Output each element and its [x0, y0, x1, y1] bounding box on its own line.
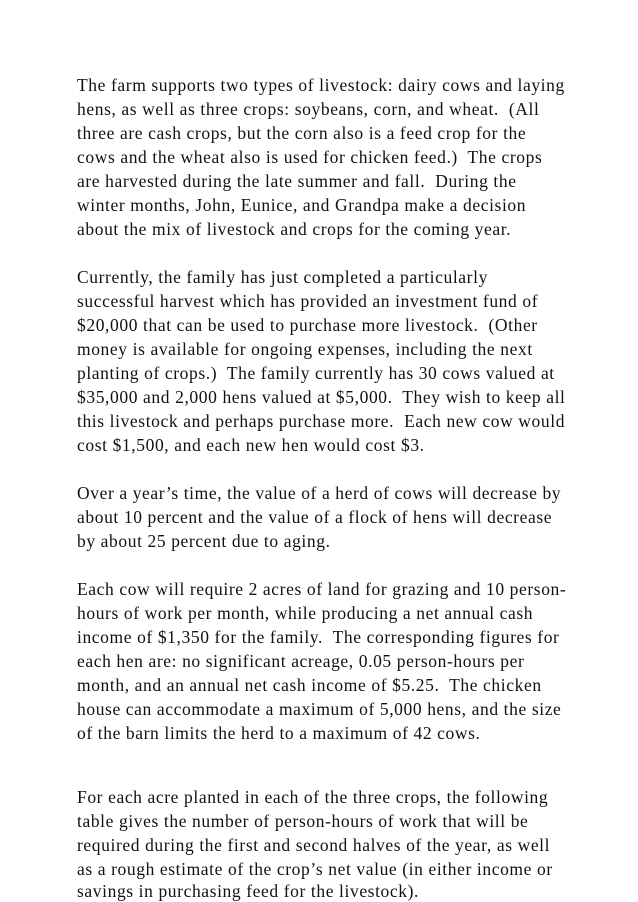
text-line: The farm supports two types of livestock: dairy cows and laying	[77, 75, 565, 95]
text-line: about the mix of livestock and crops for the coming year.	[77, 219, 512, 239]
text-line: cost $1,500, and each new hen would cost $3.	[77, 435, 425, 455]
text-line: hens, as well as three crops: soybeans, corn, and wheat. (All	[77, 99, 540, 119]
text-line: Currently, the family has just completed a particularly	[77, 267, 488, 287]
text-line: this livestock and perhaps purchase more. Each new cow would	[77, 411, 566, 431]
text-line: three are cash crops, but the corn also is a feed crop for the	[77, 123, 527, 143]
text-line: cows and the wheat also is used for chicken feed.) The crops	[77, 147, 543, 167]
text-line: winter months, John, Eunice, and Grandpa make a decision	[77, 195, 527, 215]
text-line: are harvested during the late summer and fall. During the	[77, 171, 517, 191]
text-line: money is available for ongoing expenses, including the next	[77, 339, 533, 359]
text-line: hours of work per month, while producing a net annual cash	[77, 603, 534, 623]
text-line: Over a year’s time, the value of a herd of cows will decrease by	[77, 483, 562, 503]
text-line: by about 25 percent due to aging.	[77, 531, 331, 551]
text-line: each hen are: no significant acreage, 0.05 person-hours per	[77, 651, 525, 671]
text-line: successful harvest which has provided an investment fund of	[77, 291, 539, 311]
text-line: house can accommodate a maximum of 5,000 hens, and the size	[77, 699, 562, 719]
text-line: income of $1,350 for the family. The corresponding figures for	[77, 627, 560, 647]
text-line: table gives the number of person-hours of work that will be	[77, 811, 529, 831]
text-line: $35,000 and 2,000 hens valued at $5,000. They wish to keep all	[77, 387, 566, 407]
text-line: month, and an annual net cash income of $5.25. The chicken	[77, 675, 542, 695]
text-line: required during the first and second halves of the year, as well	[77, 835, 551, 855]
text-line: of the barn limits the herd to a maximum of 42 cows.	[77, 723, 481, 743]
text-line: Each cow will require 2 acres of land for grazing and 10 person-	[77, 579, 567, 599]
text-line: planting of crops.) The family currently has 30 cows valued at	[77, 363, 555, 383]
text-line: about 10 percent and the value of a flock of hens will decrease	[77, 507, 553, 527]
text-line: $20,000 that can be used to purchase more livestock. (Other	[77, 315, 538, 335]
text-line: as a rough estimate of the crop’s net value (in either income or	[77, 859, 553, 879]
text-line: savings in purchasing feed for the livestock).	[77, 881, 420, 901]
text-line: For each acre planted in each of the three crops, the following	[77, 787, 549, 807]
